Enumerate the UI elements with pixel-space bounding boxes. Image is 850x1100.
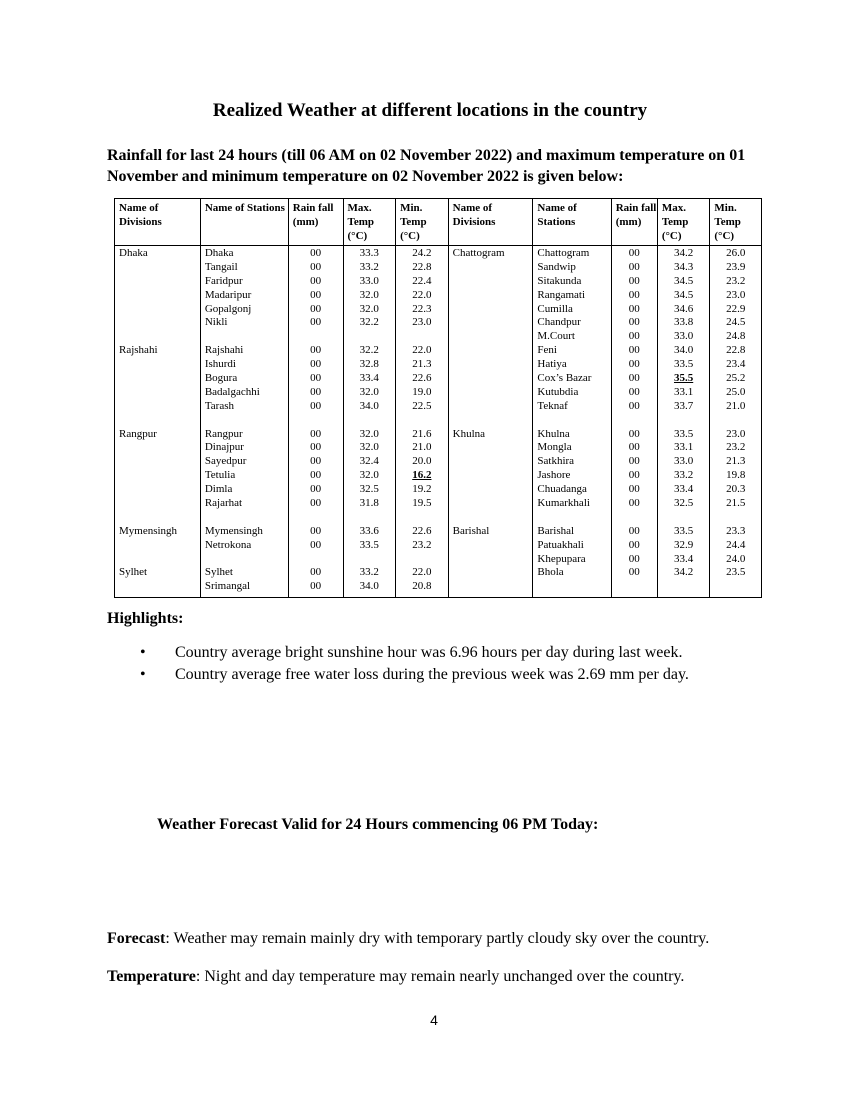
table-cell: 33.5 [673,427,694,440]
table-cell [453,400,533,414]
table-cell: M.Court [537,330,575,343]
table-cell: 20.3 [726,483,746,496]
temperature-paragraph [107,968,684,986]
table-cell [453,372,533,386]
table-cell: 00 [310,247,322,259]
forecast-heading: Weather Forecast Valid for 24 Hours commencing 06 PM Today: [157,816,599,833]
table-cell [453,358,533,372]
table-cell: 34.5 [673,288,694,301]
table-cell: Gopalgonj [204,302,252,315]
table-cell: 00 [628,483,640,496]
table-cell: 24.4 [726,538,746,551]
highlight-text: Country average bright sunshine hour was 6.96 hours per day during last week. [175,644,683,661]
table-cell: Jashore [537,469,571,482]
table-cell: 32.4 [359,455,379,468]
highlight-text: Country average free water loss during the previous week was 2.69 mm per day. [175,666,689,683]
table-cell: 33.1 [673,441,694,454]
table-cell [658,580,710,594]
table-cell: Kumarkhali [537,497,590,510]
table-cell: Rangamati [537,288,586,301]
table-cell: 32.5 [359,483,379,496]
table-cell: Kutubdia [537,385,579,398]
table-cell: 20.0 [412,455,432,468]
table-cell: 23.2 [412,538,432,551]
table-cell: 33.3 [359,247,379,259]
table-cell: 33.2 [359,260,379,273]
table-cell: 00 [310,288,322,301]
table-cell: 00 [628,385,640,398]
table-cell: 22.0 [412,288,432,301]
table-cell: Sandwip [537,260,576,273]
table-cell [453,553,533,567]
table-cell: 31.8 [359,497,379,510]
table-cell: Bogura [204,372,238,385]
table-cell: Khulna [452,427,486,440]
table-cell: Rajshahi [204,344,244,357]
table-cell: 21.0 [726,399,746,412]
table-cell: 22.4 [412,274,432,287]
table-cell [119,316,200,330]
table-cell: 00 [310,372,322,385]
table-cell: Tangail [204,260,238,273]
table-cell: Mymensingh [119,524,178,537]
table-cell: 00 [628,247,640,259]
table-cell: Rajarhat [204,497,243,510]
table-cell: Dhaka [119,247,148,259]
table-cell: 35.5 [673,372,694,385]
table-cell [119,372,200,386]
table-cell: Badalgachhi [204,385,260,398]
table-cell: 34.0 [673,344,694,357]
table-cell: 33.4 [673,552,694,565]
table-cell: 32.9 [673,538,694,551]
table-cell: 33.4 [359,372,379,385]
table-cell [205,330,288,344]
table-cell: 00 [310,441,322,454]
table-cell: 00 [310,497,322,510]
table-cell: Khepupara [537,552,586,565]
table-cell: 33.0 [673,455,694,468]
table-cell: 21.5 [726,497,746,510]
table-cell: 22.3 [412,302,432,315]
table-cell [119,539,200,553]
table-cell: Dimla [204,483,233,496]
table-cell: Mongla [537,441,572,454]
table-cell: 22.8 [412,260,432,273]
temperature-label: Temperature [107,968,196,985]
table-cell: 21.0 [412,441,432,454]
table-cell: 00 [628,441,640,454]
weather-table [114,198,762,598]
table-cell [453,414,533,428]
table-cell: 00 [628,316,640,329]
table-cell: Rangpur [204,427,243,440]
forecast-label: Forecast [107,930,166,947]
table-column-cell [396,246,449,598]
table-cell: 00 [310,260,322,273]
table-cell [205,414,288,428]
table-cell [289,414,343,428]
column-header: Name of Divisions [448,199,533,246]
table-cell: 25.0 [726,385,746,398]
table-cell: 34.2 [673,566,694,579]
table-cell: 00 [310,455,322,468]
table-cell: Teknaf [537,399,568,412]
table-cell: 00 [310,274,322,287]
column-header: Min. Temp (°C) [396,199,449,246]
table-cell: 00 [310,302,322,315]
table-cell: 00 [310,566,322,579]
table-cell: Khulna [537,427,570,440]
table-cell: 33.4 [673,483,694,496]
table-cell [453,289,533,303]
table-cell [453,386,533,400]
table-column-cell [448,246,533,598]
table-cell: 00 [628,538,640,551]
table-cell: Tetulia [204,469,236,482]
table-cell: 00 [628,288,640,301]
table-cell: 34.0 [359,580,379,593]
table-cell: 00 [310,524,322,537]
table-cell: 24.2 [412,247,432,259]
table-cell: 32.0 [359,302,379,315]
page-title: Realized Weather at different locations in the country [212,100,648,121]
table-cell: 23.9 [726,260,746,273]
table-cell: 00 [628,302,640,315]
table-cell: 19.5 [412,497,432,510]
table-cell: Dinajpur [204,441,244,454]
table-cell [658,414,710,428]
table-cell [119,303,200,317]
table-cell: 24.5 [726,316,746,329]
table-cell: 23.5 [726,566,746,579]
table-cell: 00 [310,580,322,593]
table-cell: Sayedpur [204,455,247,468]
table-cell [453,497,533,511]
table-cell: Ishurdi [204,358,236,371]
table-cell: 22.9 [726,302,746,315]
table-cell: 00 [310,469,322,482]
table-cell: 00 [310,385,322,398]
column-header: Rain fall (mm) [288,199,343,246]
table-cell: 19.2 [412,483,432,496]
table-cell: Tarash [204,399,234,412]
table-cell: 23.0 [412,316,432,329]
temperature-text: : Night and day temperature may remain nearly unchanged over the country. [195,968,685,985]
table-cell: Sylhet [204,566,233,579]
table-cell: Faridpur [204,274,243,287]
table-cell: 26.0 [726,247,746,259]
highlights-heading: Highlights: [107,610,184,627]
table-cell: 32.0 [359,469,379,482]
table-cell: 00 [628,524,640,537]
table-cell [289,330,343,344]
table-cell: 34.6 [673,302,694,315]
highlight-item [140,642,689,664]
table-cell: Barishal [452,524,490,537]
table-cell: 22.5 [412,399,432,412]
table-cell [453,261,533,275]
table-cell [344,511,396,525]
table-cell [453,303,533,317]
table-cell: 33.5 [673,358,694,371]
table-cell: 00 [628,274,640,287]
table-cell: 32.2 [359,344,379,357]
table-cell [289,553,343,567]
table-cell: 00 [628,358,640,371]
table-cell: Chuadanga [537,483,587,496]
table-cell [453,455,533,469]
table-cell [537,414,610,428]
table-cell: 33.1 [673,385,694,398]
table-cell [119,511,200,525]
table-cell: 25.2 [726,372,746,385]
table-cell: 33.0 [673,330,694,343]
table-cell: 00 [310,538,322,551]
column-header: Name of Divisions [115,199,201,246]
table-column-cell [533,246,611,598]
table-cell: 00 [310,316,322,329]
table-cell: Barishal [537,524,575,537]
table-cell: Sylhet [119,566,148,579]
table-cell: Chattogram [452,247,505,259]
table-cell [205,511,288,525]
table-cell: 33.5 [673,524,694,537]
table-cell: 33.2 [673,469,694,482]
table-cell: 33.2 [359,566,379,579]
table-cell [119,414,200,428]
bullet-icon: • [140,644,146,661]
table-cell: Srimangal [204,580,251,593]
table-cell: 00 [628,260,640,273]
table-cell: 22.0 [412,566,432,579]
table-cell [205,553,288,567]
table-cell [396,330,448,344]
forecast-text: : Weather may remain mainly dry with temporary partly cloudy sky over the country. [165,930,710,947]
table-cell: 22.0 [412,344,432,357]
table-cell: 22.6 [412,524,432,537]
table-cell [344,553,396,567]
table-cell: Feni [537,344,557,357]
table-cell: 33.8 [673,316,694,329]
table-cell: Mymensingh [204,524,263,537]
table-column-cell [288,246,343,598]
table-cell [119,386,200,400]
table-cell: 32.0 [359,385,379,398]
table-cell [453,469,533,483]
table-cell: Satkhira [537,455,575,468]
table-cell: 24.0 [726,552,746,565]
table-cell: Hatiya [537,358,567,371]
table-cell [710,580,761,594]
table-column-cell [710,246,762,598]
table-cell: 23.3 [726,524,746,537]
table-cell: Nikli [204,316,228,329]
table-cell [453,441,533,455]
table-column-cell [115,246,201,598]
table-cell [119,469,200,483]
table-cell: 19.0 [412,385,432,398]
table-cell [119,400,200,414]
table-cell: 23.2 [726,274,746,287]
table-cell: 00 [310,399,322,412]
table-cell: 23.0 [726,427,746,440]
table-cell: 20.8 [412,580,432,593]
table-cell: 00 [628,427,640,440]
table-cell [119,497,200,511]
table-cell [119,580,200,594]
table-cell: 22.8 [726,344,746,357]
table-cell: Madaripur [204,288,252,301]
column-header: Max. Temp (°C) [343,199,396,246]
table-cell [119,275,200,289]
table-cell [710,511,761,525]
table-cell: 23.0 [726,288,746,301]
table-column-cell [200,246,288,598]
table-cell [453,566,533,580]
table-cell: 21.3 [412,358,432,371]
table-cell [453,344,533,358]
table-cell [119,553,200,567]
table-cell [289,511,343,525]
table-cell [453,483,533,497]
table-column-cell [343,246,396,598]
table-cell [710,414,761,428]
column-header: Name of Stations [533,199,611,246]
table-cell: 34.0 [359,399,379,412]
table-cell: 32.0 [359,441,379,454]
column-header: Min. Temp (°C) [710,199,762,246]
table-cell: Chattogram [537,247,590,259]
table-cell: Cox’s Bazar [537,372,592,385]
table-cell: 32.0 [359,427,379,440]
table-cell: 00 [628,344,640,357]
table-column-cell [611,246,657,598]
table-body [115,246,762,598]
table-cell: 00 [310,427,322,440]
table-cell: Bhola [537,566,564,579]
highlight-item [140,664,689,686]
table-cell [453,539,533,553]
table-cell [453,275,533,289]
table-cell: 33.7 [673,399,694,412]
bullet-icon: • [140,666,146,683]
table-cell: 33.0 [359,274,379,287]
table-cell [396,553,448,567]
table-cell: 34.2 [673,247,694,259]
table-cell: Patuakhali [537,538,584,551]
table-cell: 32.2 [359,316,379,329]
table-cell: Dhaka [204,247,234,259]
table-cell: 34.5 [673,274,694,287]
table-cell: Chandpur [537,316,581,329]
table-cell [396,414,448,428]
table-cell: 00 [628,566,640,579]
column-header: Rain fall (mm) [611,199,657,246]
table-cell: 21.3 [726,455,746,468]
table-cell: 00 [628,552,640,565]
table-cell: 00 [628,399,640,412]
table-cell [119,441,200,455]
table-cell [119,289,200,303]
column-header: Name of Stations [200,199,288,246]
table-cell: 00 [628,372,640,385]
table-cell [537,511,610,525]
table-cell [453,511,533,525]
table-cell: 23.2 [726,441,746,454]
table-cell: 32.8 [359,358,379,371]
table-cell: 24.8 [726,330,746,343]
table-cell [119,358,200,372]
table-cell [119,483,200,497]
table-cell: 33.5 [359,538,379,551]
table-cell [612,580,657,594]
table-cell: Sitakunda [537,274,582,287]
table-column-cell [657,246,710,598]
table-cell [658,511,710,525]
table-header-row [115,199,762,246]
table-cell: Cumilla [537,302,573,315]
forecast-paragraph [107,930,709,948]
table-cell: 19.8 [726,469,746,482]
highlights-list [140,642,689,686]
table-cell [612,511,657,525]
table-cell [396,511,448,525]
table-cell: 00 [310,344,322,357]
table-cell: 16.2 [412,469,432,482]
table-cell: 00 [628,497,640,510]
table-cell [453,316,533,330]
table-cell: 33.6 [359,524,379,537]
table-cell: 00 [310,483,322,496]
table-cell [453,580,533,594]
table-cell [537,580,610,594]
table-cell: 00 [628,469,640,482]
table-cell [119,330,200,344]
table-cell: 00 [310,358,322,371]
table-cell [119,455,200,469]
table-cell: 22.6 [412,372,432,385]
table-cell: 32.5 [673,497,694,510]
table-cell [453,330,533,344]
table-cell: Rajshahi [119,344,158,357]
table-cell: Netrokona [204,538,252,551]
intro-paragraph: Rainfall for last 24 hours (till 06 AM on 02 November 2022) and maximum temperature on 01 November and minimum temperature on 02 November 2022 is given below: [107,147,746,185]
table-cell [344,414,396,428]
table-cell: 00 [628,330,640,343]
table-cell [119,261,200,275]
table-cell: 21.6 [412,427,432,440]
table-cell: 23.4 [726,358,746,371]
table-cell: 00 [628,455,640,468]
table-cell [344,330,396,344]
table-cell: Rangpur [119,427,157,440]
page-number: 4 [430,1012,438,1028]
table-cell: 32.0 [359,288,379,301]
column-header: Max. Temp (°C) [657,199,710,246]
table-cell: 34.3 [673,260,694,273]
table-cell [612,414,657,428]
